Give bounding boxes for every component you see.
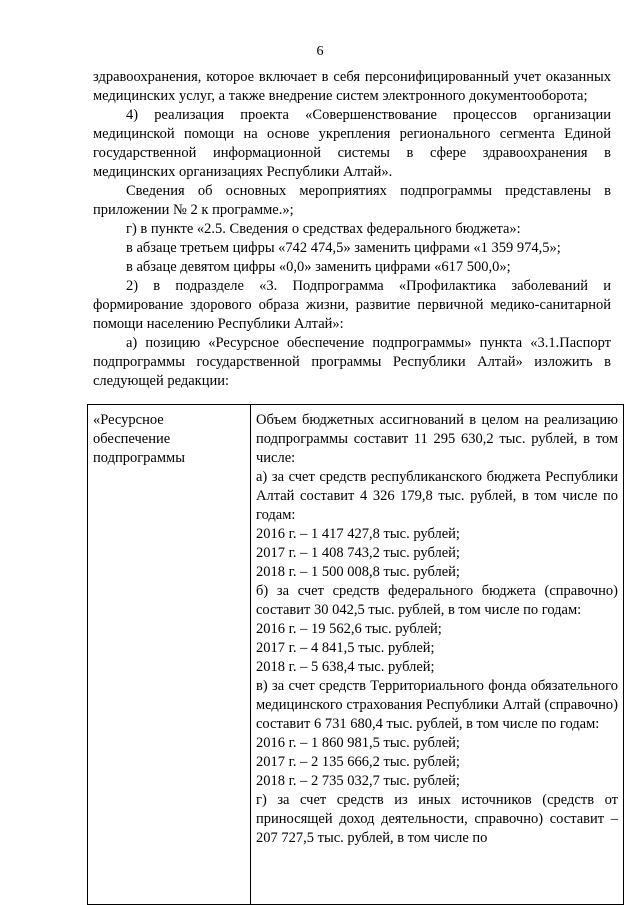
value-total: Объем бюджетных ассигнований в целом на реализацию подпрограммы составит 11 295 630,2 тыс. рублей, в том числе: <box>256 412 618 466</box>
label-line: обеспечение <box>93 431 171 447</box>
paragraph-project-4: 4) реализация проекта «Совершенствование процессов организации медицинской помощи на основе укрепления регионального сегмента Единой государственной информационной системы в сфере здравоохранения в медицинских организациях Республики Алтай». <box>93 107 611 180</box>
value-year-line: 2018 г. – 2 735 032,7 тыс. рублей; <box>256 773 460 789</box>
paragraph-replace-third: в абзаце третьем цифры «742 474,5» заменить цифрами «1 359 974,5»; <box>126 240 561 256</box>
value-insurance-fund: в) за счет средств Территориального фонда обязательного медицинского страхования Республики Алтай (справочно) составит 6 731 680,4 тыс. рублей, в том числе по годам: <box>256 678 618 732</box>
table-row <box>88 405 624 905</box>
label-line: подпрограммы <box>93 450 185 466</box>
value-republican-budget: а) за счет средств республиканского бюджета Республики Алтай составит 4 326 179,8 тыс. рублей, в том числе по годам: <box>256 469 618 523</box>
value-year-line: 2017 г. – 1 408 743,2 тыс. рублей; <box>256 545 460 561</box>
paragraph-subsection-3: 2) в подразделе «3. Подпрограмма «Профилактика заболеваний и формирование здорового образа жизни, развитие первичной медико-санитарной помощи населению Республики Алтай»: <box>93 278 611 332</box>
value-year-line: 2018 г. – 1 500 008,8 тыс. рублей; <box>256 564 460 580</box>
paragraph-activities-info: Сведения об основных мероприятиях подпрограммы представлены в приложении № 2 к программе.»; <box>93 183 611 218</box>
value-federal-budget: б) за счет средств федерального бюджета (справочно) составит 30 042,5 тыс. рублей, в том числе по годам: <box>256 583 618 618</box>
paragraph-healthcare-continuation: здравоохранения, которое включает в себя персонифицированный учет оказанных медицинских услуг, а также внедрение систем электронного документооборота; <box>93 69 611 104</box>
paragraph-point-g: г) в пункте «2.5. Сведения о средствах федерального бюджета»: <box>126 221 521 237</box>
document-body <box>93 68 611 391</box>
value-year-line: 2016 г. – 1 860 981,5 тыс. рублей; <box>256 735 460 751</box>
table-value-cell <box>251 405 624 905</box>
paragraph-position-a: а) позицию «Ресурсное обеспечение подпрограммы» пункта «3.1.Паспорт подпрограммы государственной программы Республики Алтай» изложить в следующей редакции: <box>93 335 611 389</box>
value-year-line: 2016 г. – 1 417 427,8 тыс. рублей; <box>256 526 460 542</box>
page-number: 6 <box>316 44 324 59</box>
value-year-line: 2017 г. – 2 135 666,2 тыс. рублей; <box>256 754 460 770</box>
resource-provision-table <box>87 404 624 905</box>
value-other-sources: г) за счет средств из иных источников (средств от приносящей доход деятельности, справочно) составит – 207 727,5 тыс. рублей, в том числе по <box>256 792 618 846</box>
label-line: «Ресурсное <box>93 412 164 428</box>
value-year-line: 2016 г. – 19 562,6 тыс. рублей; <box>256 621 442 637</box>
paragraph-replace-ninth: в абзаце девятом цифры «0,0» заменить цифрами «617 500,0»; <box>126 259 511 275</box>
value-year-line: 2018 г. – 5 638,4 тыс. рублей; <box>256 659 435 675</box>
table-label-cell <box>88 405 251 905</box>
value-year-line: 2017 г. – 4 841,5 тыс. рублей; <box>256 640 435 656</box>
